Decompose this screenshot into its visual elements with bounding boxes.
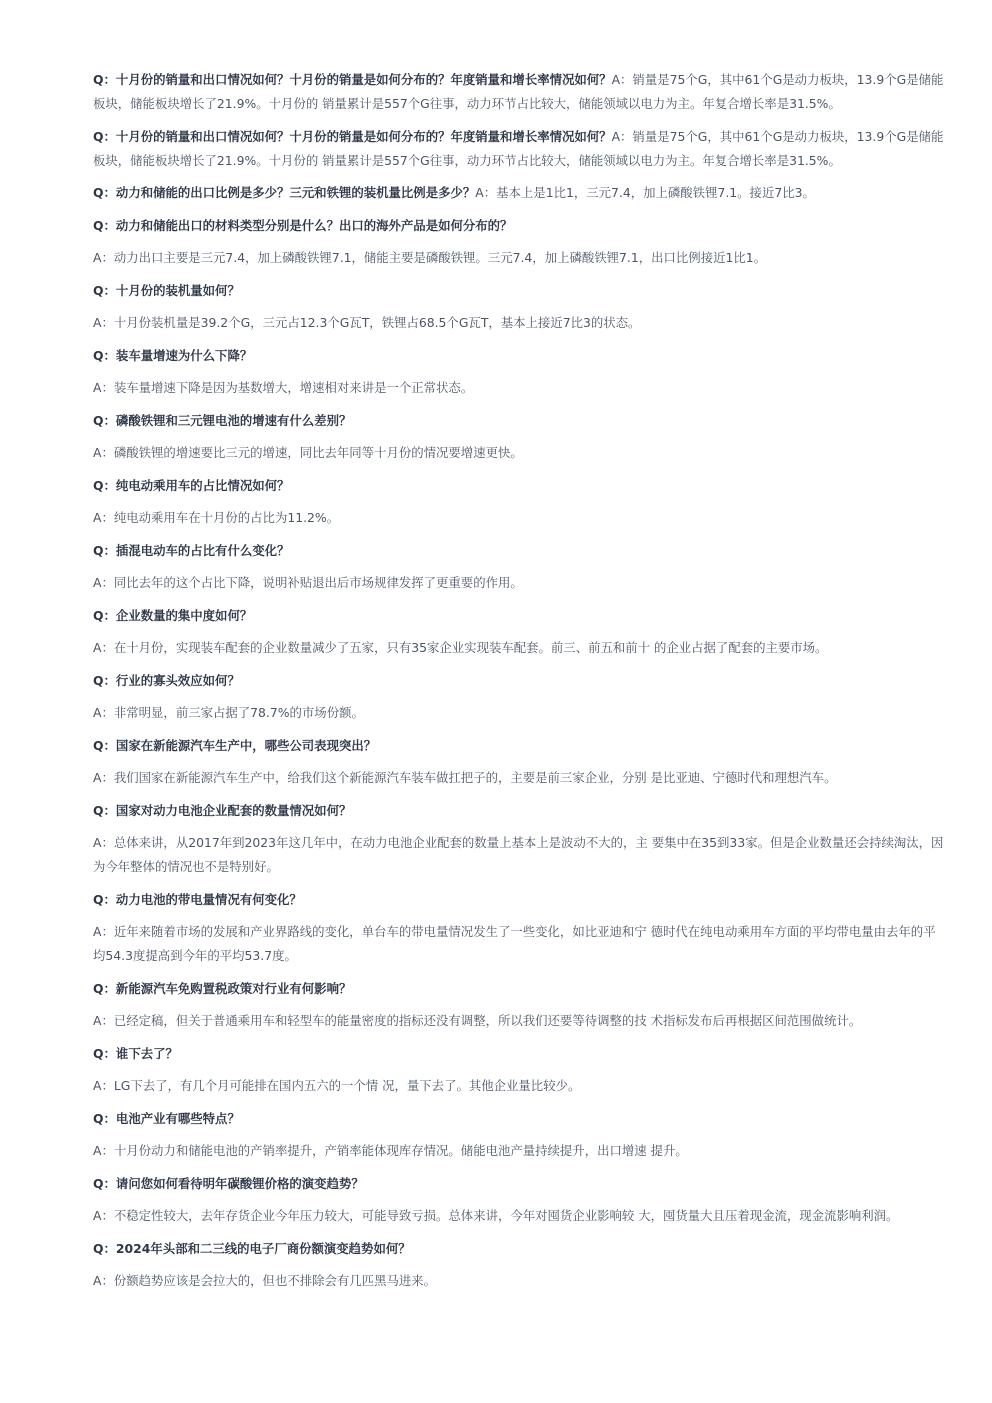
answer-paragraph: A：纯电动乘用车在十月份的占比为11.2%。 <box>93 510 340 525</box>
question-paragraph: Q：动力和储能出口的材料类型分别是什么？出口的海外产品是如何分布的？ <box>93 217 513 233</box>
answer-paragraph: A：非常明显，前三家占据了78.7%的市场份额。 <box>93 705 364 720</box>
question-paragraph: Q：磷酸铁锂和三元锂电池的增速有什么差别？ <box>93 412 352 428</box>
question-paragraph: Q：国家在新能源汽车生产中，哪些公司表现突出？ <box>93 737 377 753</box>
question-paragraph: Q：纯电动乘用车的占比情况如何？ <box>93 477 290 493</box>
question-paragraph: Q：国家对动力电池企业配套的数量情况如何？ <box>93 802 352 818</box>
answer-paragraph: A：份额趋势应该是会拉大的，但也不排除会有几匹黑马进来。 <box>93 1273 437 1288</box>
answer-paragraph: A：已经定稿，但关于普通乘用车和轻型车的能量密度的指标还没有调整，所以我们还要等待调整的技 术指标发布后再根据区间范围做统计。 <box>93 1013 862 1028</box>
answer-paragraph: A：动力出口主要是三元7.4，加上磷酸铁锂7.1，储能主要是磷酸铁锂。三元7.4，加上磷酸铁锂7.1，出口比例接近1比1。 <box>93 250 767 265</box>
question-paragraph: Q：请问您如何看待明年碳酸锂价格的演变趋势？ <box>93 1175 364 1191</box>
question-text: Q：十月份的销量和出口情况如何？十月份的销量是如何分布的？年度销量和增长率情况如何？ <box>93 128 612 144</box>
answer-paragraph: A：在十月份，实现装车配套的企业数量减少了五家，只有35家企业实现装车配套。前三、前五和前十 的企业占据了配套的主要市场。 <box>93 640 828 655</box>
answer-paragraph: A：LG下去了，有几个月可能排在国内五六的一个情 况，量下去了。其他企业量比较少。 <box>93 1078 581 1093</box>
answer-paragraph: A：同比去年的这个占比下降，说明补贴退出后市场规律发挥了更重要的作用。 <box>93 575 523 590</box>
answer-paragraph: A：磷酸铁锂的增速要比三元的增速，同比去年同等十月份的情况要增速更快。 <box>93 445 523 460</box>
question-text: Q：十月份的销量和出口情况如何？十月份的销量是如何分布的？年度销量和增长率情况如何？ <box>93 72 612 87</box>
answer-text: A：销量是75个G，其中61个G是动力板块，13.9个G是储能板块，储能板块增长了21.9%。十月份的 销量累计是557个G往事，动力环节占比较大，储能领域以电力为主。年复合增长率是31.5%。 <box>93 128 944 168</box>
qa-paragraph <box>93 125 945 173</box>
answer-paragraph: A：十月份装机量是39.2个G，三元占12.3个G瓦T，铁锂占68.5个G瓦T，基本上接近7比3的状态。 <box>93 315 641 330</box>
answer-paragraph: A：我们国家在新能源汽车生产中，给我们这个新能源汽车装车做扛把子的，主要是前三家企业，分别 是比亚迪、宁德时代和理想汽车。 <box>93 770 837 785</box>
answer-paragraph: A：装车量增速下降是因为基数增大，增速相对来讲是一个正常状态。 <box>93 380 474 395</box>
answer-text: A：基本上是1比1，三元7.4，加上磷酸铁锂7.1。接近7比3。 <box>475 185 815 200</box>
answer-text: A：销量是75个G，其中61个G是动力板块，13.9个G是储能板块，储能板块增长了21.9%。十月份的 销量累计是557个G往事，动力环节占比较大，储能领域以电力为主。年复合增长率是31.5%。 <box>93 72 944 111</box>
question-paragraph: Q：企业数量的集中度如何？ <box>93 607 253 623</box>
question-paragraph: Q：谁下去了？ <box>93 1045 178 1061</box>
answer-paragraph: A：近年来随着市场的发展和产业界路线的变化，单台车的带电量情况发生了一些变化，如比亚迪和宁 德时代在纯电动乘用车方面的平均带电量由去年的平均54.3度提高到今年的平均53.7度。 <box>93 924 936 963</box>
question-paragraph: Q：装车量增速为什么下降？ <box>93 347 253 363</box>
question-paragraph: Q：新能源汽车免购置税政策对行业有何影响？ <box>93 980 352 996</box>
question-paragraph: Q：插混电动车的占比有什么变化？ <box>93 542 290 558</box>
qa-paragraph <box>93 181 945 205</box>
question-paragraph: Q：动力电池的带电量情况有何变化？ <box>93 891 302 907</box>
answer-paragraph: A：不稳定性较大，去年存货企业今年压力较大，可能导致亏损。总体来讲，今年对囤货企业影响较 大，囤货量大且压着现金流，现金流影响利润。 <box>93 1208 899 1223</box>
question-paragraph: Q：电池产业有哪些特点？ <box>93 1110 240 1126</box>
qa-paragraph <box>93 68 945 116</box>
question-paragraph: Q：行业的寡头效应如何？ <box>93 672 240 688</box>
question-paragraph: Q：十月份的装机量如何？ <box>93 282 240 298</box>
answer-paragraph: A：十月份动力和储能电池的产销率提升，产销率能体现库存情况。储能电池产量持续提升，出口增速 提升。 <box>93 1143 688 1158</box>
question-paragraph: Q：2024年头部和二三线的电子厂商份额演变趋势如何？ <box>93 1240 411 1256</box>
question-text: Q：动力和储能的出口比例是多少？三元和铁锂的装机量比例是多少？ <box>93 185 476 200</box>
document-body <box>93 68 945 1302</box>
answer-paragraph: A：总体来讲，从2017年到2023年这几年中，在动力电池企业配套的数量上基本上是波动不大的，主 要集中在35到33家。但是企业数量还会持续淘汰，因为今年整体的情况也不是特别好。 <box>93 835 944 874</box>
